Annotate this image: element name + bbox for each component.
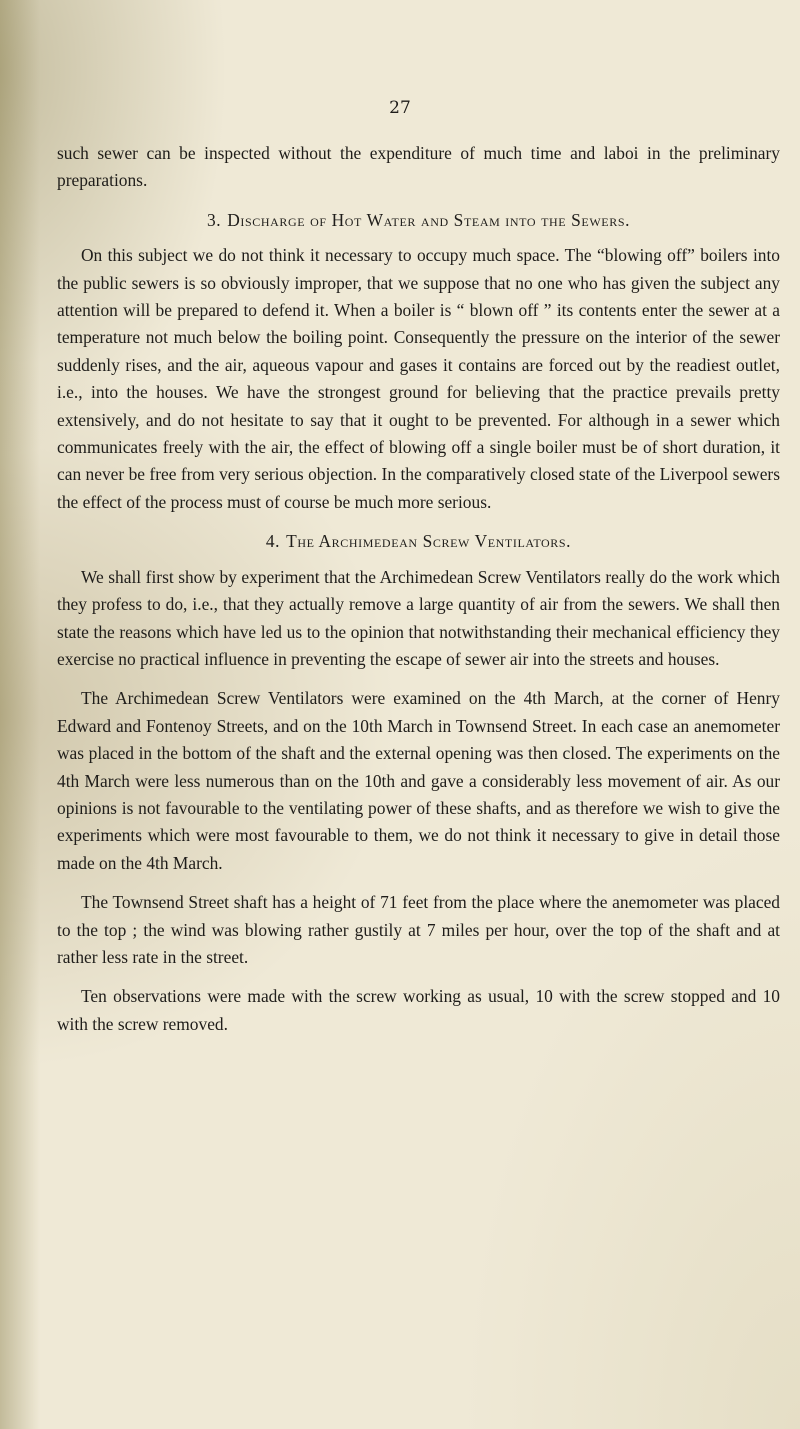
paragraph-gap	[57, 877, 780, 889]
paragraph-gap	[57, 971, 780, 983]
paragraph-hot-water: On this subject we do not think it necessary to occupy much space. The “blowing off” boilers into the public sewers is so obviously improper, that we suppose that no one who has given the subject any attention will be prepared to defend it. When a boiler is “ blown off ” its contents enter the sewer at a temperature not much below the boiling point. Consequently the pressure on the interior of the sewer suddenly rises, and the air, aqueous vapour and gases it contains are forced out by the readiest outlet, i.e., into the houses. We have the strongest ground for believing that the practice prevails pretty extensively, and do not hesitate to say that it ought to be prevented. For although in a sewer which communicates freely with the air, the effect of blowing off a single boiler must be of short duration, it can never be free from very serious objection. In the comparatively closed state of the Liverpool sewers the effect of the process must of course be much more serious.	[57, 245, 780, 512]
paragraph-townsend-shaft: The Townsend Street shaft has a height of 71 feet from the place where the anemometer was placed to the top ; the wind was blowing rather gustily at 7 miles per hour, over the top of the shaft and at rather less rate in the street.	[57, 892, 780, 967]
section-title: The Archimedean Screw Ventilators.	[286, 531, 572, 552]
paragraph-gap	[57, 673, 780, 685]
paragraph-observations: Ten observations were made with the screw working as usual, 10 with the screw stopped and 10 with the screw removed.	[57, 986, 780, 1034]
page-body	[57, 140, 780, 1038]
section-heading-4	[57, 528, 780, 555]
paragraph-screw-examined: The Archimedean Screw Ventilators were examined on the 4th March, at the corner of Henry Edward and Fontenoy Streets, and on the 10th March in Townsend Street. In each case an anemometer was placed in the bottom of the shaft and the external opening was then closed. The experiments on the 4th March were less numerous than on the 10th and gave a considerably less movement of air. As our opinions is not favourable to the ventilating power of these shafts, and as therefore we wish to give the experiments which were most favourable to them, we do not think it necessary to give in detail those made on the 4th March.	[57, 688, 780, 873]
section-number: 4.	[265, 531, 281, 552]
section-title: Discharge of Hot Water and Steam into the Sewers.	[227, 209, 631, 230]
page-number: 27	[389, 98, 411, 118]
page-edge-shadow	[0, 0, 40, 1429]
section-heading-3	[57, 207, 780, 234]
paragraph-continuation: such sewer can be inspected without the expenditure of much time and laboi in the preliminary preparations.	[57, 143, 780, 191]
section-number: 3.	[206, 209, 222, 230]
paragraph-screw-intro: We shall first show by experiment that the Archimedean Screw Ventilators really do the work which they profess to do, i.e., that they actually remove a large quantity of air from the sewers. We shall then state the reasons which have led us to the opinion that notwithstanding their mechanical efficiency they exercise no practical influence in preventing the escape of sewer air into the streets and houses.	[57, 566, 780, 669]
